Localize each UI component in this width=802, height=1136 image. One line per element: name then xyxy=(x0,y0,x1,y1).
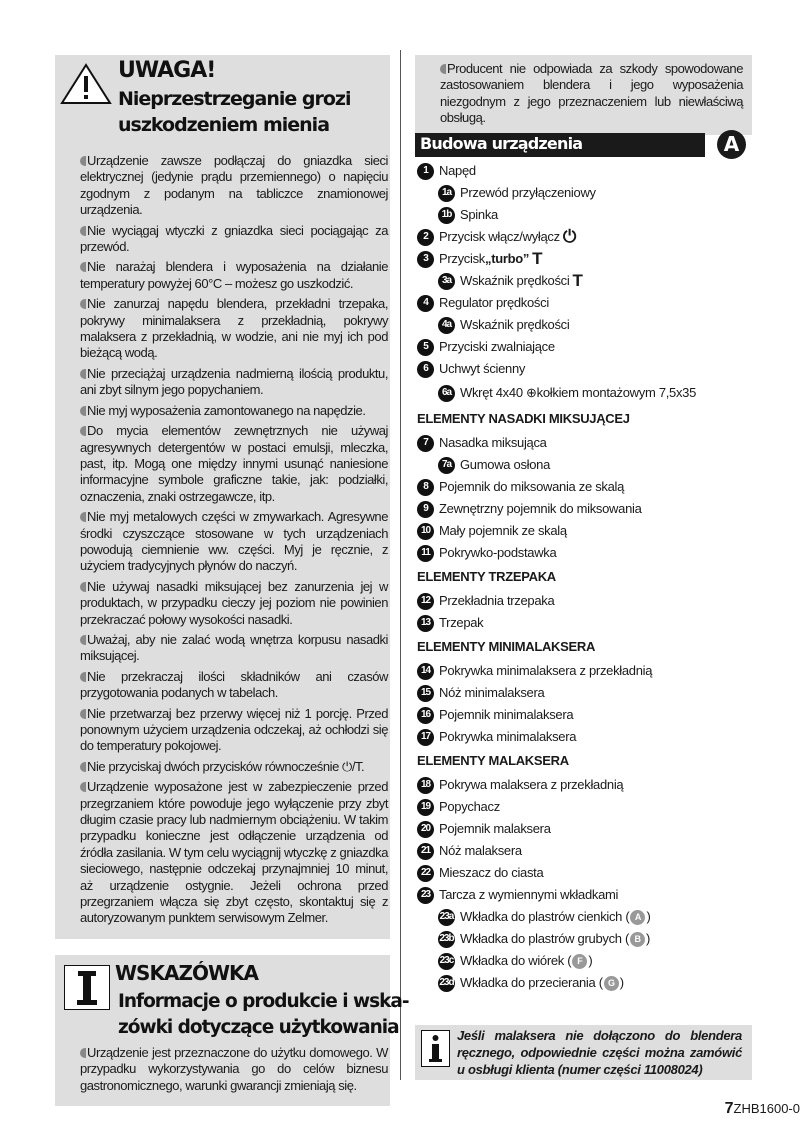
part-label: Nasadka miksująca xyxy=(439,435,547,450)
part-item xyxy=(417,380,757,406)
part-item xyxy=(417,182,757,204)
producer-note-text: Producent nie odpowiada za szkody spowodowane zastosowaniem blendera i jego wyposażenia niezgodnym z jego przeznaczeniem lub niewłaściwą obsługą. xyxy=(440,61,743,126)
part-number-badge: 23b xyxy=(438,931,455,948)
bullet-icon xyxy=(80,299,86,309)
part-label: Tarcza z wymiennymi wkładkami xyxy=(439,887,619,902)
part-item xyxy=(417,906,757,928)
part-number-badge: 16 xyxy=(417,707,434,724)
warning-box xyxy=(55,55,390,939)
warning-text: Nie przekraczaj ilości składników ani czasów przygotowania podanych w tabelach. xyxy=(80,668,388,701)
warning-list xyxy=(55,153,390,927)
hint-text xyxy=(55,1045,390,1094)
part-label: Przyciski zwalniające xyxy=(439,339,555,354)
part-label: Pokrywa malaksera z przekładnią xyxy=(439,777,624,792)
part-number-badge: 8 xyxy=(417,479,434,496)
parts-group-header xyxy=(417,748,757,774)
warning-item xyxy=(80,669,388,702)
turbo-icon: T xyxy=(532,249,543,268)
column-divider xyxy=(400,50,401,1080)
bullet-icon xyxy=(80,762,86,772)
part-item xyxy=(417,774,757,796)
hint-box xyxy=(55,955,409,1106)
part-label: Wskaźnik prędkości xyxy=(460,317,570,332)
bullet-icon xyxy=(80,782,86,792)
part-item xyxy=(417,270,757,292)
part-number-badge: 22 xyxy=(417,865,434,882)
warning-item xyxy=(80,366,388,399)
warning-label: UWAGA! xyxy=(118,58,216,83)
bullet-icon xyxy=(440,64,446,74)
part-item xyxy=(417,542,757,564)
power-icon: ⏻ xyxy=(562,227,576,246)
bullet-icon xyxy=(80,1048,86,1058)
part-item xyxy=(417,476,757,498)
part-number-badge: 21 xyxy=(417,843,434,860)
parts-group-header xyxy=(417,406,757,432)
part-label: Przekładnia trzepaka xyxy=(439,593,555,608)
paren: ) xyxy=(646,931,651,946)
part-number-badge: 23c xyxy=(438,953,455,970)
part-label: Spinka xyxy=(460,207,498,222)
warning-item xyxy=(80,259,388,292)
parts-group-header xyxy=(417,634,757,660)
part-label: Przewód przyłączeniowy xyxy=(460,185,596,200)
part-item xyxy=(417,432,757,454)
bullet-icon xyxy=(80,512,86,522)
part-number-badge: 3a xyxy=(438,273,455,290)
part-label: Pojemnik minimalaksera xyxy=(439,707,574,722)
warning-text: Uważaj, aby nie zalać wodą wnętrza korpusu nasadki miksującej. xyxy=(80,631,388,664)
part-item xyxy=(417,314,757,336)
part-item xyxy=(417,292,757,314)
part-label: Uchwyt ścienny xyxy=(439,361,526,376)
part-label: Pojemnik malaksera xyxy=(439,821,551,836)
part-number-badge: 4a xyxy=(438,317,455,334)
part-label: Przycisk xyxy=(439,251,485,266)
part-number-badge: 15 xyxy=(417,685,434,702)
parts-group-header xyxy=(417,564,757,590)
turbo-label: „turbo” xyxy=(485,251,530,266)
warning-text: Nie przyciskaj dwóch przycisków równocześnie ⏻/T. xyxy=(87,758,365,774)
part-label: Pokrywka minimalaksera z przekładnią xyxy=(439,663,653,678)
disc-insert-badge: B xyxy=(630,932,645,947)
part-item xyxy=(417,928,757,950)
warning-text: Nie używaj nasadki miksującej bez zanurzenia jej w produktach, w przypadku cieczy jej poziom nie powinien przekraczać połowy wysokości nasadki. xyxy=(80,578,388,627)
parts-list xyxy=(417,160,757,994)
warning-text: Nie myj wyposażenia zamontowanego na napędzie. xyxy=(87,402,366,418)
bullet-icon xyxy=(80,582,86,592)
warning-text: Nie myj metalowych części w zmywarkach. Agresywne środki czyszczące stosowane w tych urządzeniach powodują ciemnienie ww. części. Myj je ręcznie, z użyciem tradycyjnych płynów do naczyń. xyxy=(80,509,388,574)
part-item xyxy=(417,358,757,380)
warning-item xyxy=(80,153,388,219)
part-number-badge: 23a xyxy=(438,909,455,926)
part-number-badge: 14 xyxy=(417,663,434,680)
part-item xyxy=(417,498,757,520)
part-number-badge: 18 xyxy=(417,777,434,794)
part-item xyxy=(417,818,757,840)
warning-item xyxy=(80,632,388,665)
warning-text: Nie wyciągaj wtyczki z gniazdka sieci pociągając za przewód. xyxy=(80,222,388,255)
bullet-icon xyxy=(80,426,86,436)
bullet-icon xyxy=(80,226,86,236)
warning-item xyxy=(80,403,388,419)
warning-item xyxy=(80,509,388,575)
part-number-badge: 19 xyxy=(417,799,434,816)
part-number-badge: 17 xyxy=(417,729,434,746)
part-item xyxy=(417,682,757,704)
part-label: Wkładka do przecierania ( xyxy=(460,975,603,990)
part-item xyxy=(417,612,757,634)
part-number-badge: 6a xyxy=(438,385,455,402)
part-number-badge: 1b xyxy=(438,207,455,224)
part-number-badge: 23d xyxy=(438,975,455,992)
warning-text: Nie zanurzaj napędu blendera, przekładni trzepaka, pokrywy minimalaksera z przekładnią, pokrywy malaksera z przekładnią, w wodzie, ani nie myj ich pod bieżącą wodą. xyxy=(80,296,388,361)
group-title: ELEMENTY TRZEPAKA xyxy=(417,569,556,584)
part-item xyxy=(417,520,757,542)
part-number-badge: 9 xyxy=(417,501,434,518)
bullet-icon xyxy=(80,369,86,379)
part-item xyxy=(417,248,757,270)
bullet-icon xyxy=(80,709,86,719)
part-number-badge: 7a xyxy=(438,457,455,474)
part-item xyxy=(417,862,757,884)
warning-header xyxy=(55,55,390,153)
warning-item xyxy=(80,706,388,755)
warning-text: Do mycia elementów zewnętrznych nie używaj agresywnych detergentów w postaci emulsji, mleczka, past, itp. Mogą one między innymi usunąć naniesione informacyjne symbole graficzne takie, jak: podziałki, oznaczenia, znaki ostrzegawcze, itp. xyxy=(80,423,388,504)
part-label: Wkręt 4x40 ⊕kołkiem montażowym 7,5x35 xyxy=(460,385,697,400)
warning-item xyxy=(80,296,388,362)
warning-title-line1: Nieprzestrzeganie grozi xyxy=(118,88,351,110)
part-label: Zewnętrzny pojemnik do miksowania xyxy=(439,501,642,516)
warning-item xyxy=(80,223,388,256)
part-number-badge: 10 xyxy=(417,523,434,540)
part-number-badge: 2 xyxy=(417,229,434,246)
section-title: Budowa urządzenia xyxy=(420,134,583,153)
warning-title-line2: uszkodzeniem mienia xyxy=(118,114,330,136)
part-label: Pokrywko-podstawka xyxy=(439,545,557,560)
group-title: ELEMENTY NASADKI MIKSUJĄCEJ xyxy=(417,411,630,426)
page-number: 7 xyxy=(724,1100,734,1117)
hint-paragraph: Urządzenie jest przeznaczone do użytku domowego. W przypadku wykorzystywania go do celów biznesu gastronomicznego, warunki gwarancji zmieniają się. xyxy=(80,1044,388,1093)
warning-item xyxy=(80,759,388,775)
part-item xyxy=(417,950,757,972)
part-number-badge: 1a xyxy=(438,185,455,202)
part-item xyxy=(417,972,757,994)
section-header xyxy=(415,133,705,157)
part-label: Wkładka do plastrów cienkich ( xyxy=(460,909,630,924)
part-number-badge: 6 xyxy=(417,361,434,378)
section-badge: A xyxy=(717,130,746,159)
part-item xyxy=(417,204,757,226)
hint-title-line2: zówki dotyczące użytkowania xyxy=(118,1016,399,1038)
part-label: Mieszacz do ciasta xyxy=(439,865,544,880)
warning-text: Urządzenie zawsze podłączaj do gniazdka sieci elektrycznej (jedynie prądu przemiennego) o napięciu zgodnym z podanym na tabliczce znamionowej urządzenia. xyxy=(80,153,388,218)
warning-item xyxy=(80,423,388,505)
part-label: Mały pojemnik ze skalą xyxy=(439,523,567,538)
warning-text: Urządzenie wyposażone jest w zabezpieczenie przed przegrzaniem które powoduje jego wyłączenie przy zbyt długim czasie pracy lub nadmiernym obciążeniu. W takim przypadku konieczne jest odłączenie urządzenia od źródła zasilania. W tym celu wyciągnij wtyczkę z gniazdka sieciowego, następnie odczekaj przynajmniej 10 minut, aż urządzenie ostygnie. Jeżeli ochrona przed przegrzaniem włącza się zbyt często, skontaktuj się z autoryzowanym punktem serwisowym Zelmer. xyxy=(80,779,388,926)
warning-item xyxy=(80,779,388,927)
part-label: Wkładka do wiórek ( xyxy=(460,953,572,968)
warning-triangle-icon xyxy=(60,62,112,106)
part-number-badge: 1 xyxy=(417,163,434,180)
part-item xyxy=(417,884,757,906)
part-label: Wskaźnik prędkości xyxy=(460,273,570,288)
part-item xyxy=(417,336,757,358)
part-item xyxy=(417,796,757,818)
part-item xyxy=(417,454,757,476)
turbo-icon: T xyxy=(572,271,583,290)
part-label: Trzepak xyxy=(439,615,484,630)
part-number-badge: 13 xyxy=(417,615,434,632)
part-number-badge: 3 xyxy=(417,251,434,268)
part-label: Gumowa osłona xyxy=(460,457,551,472)
part-item xyxy=(417,590,757,612)
group-title: ELEMENTY MINIMALAKSERA xyxy=(417,639,596,654)
part-label: Nóż malaksera xyxy=(439,843,522,858)
part-number-badge: 12 xyxy=(417,593,434,610)
part-label: Popychacz xyxy=(439,799,500,814)
part-number-badge: 23 xyxy=(417,887,434,904)
part-number-badge: 11 xyxy=(417,545,434,562)
part-label: Pojemnik do miksowania ze skalą xyxy=(439,479,625,494)
disc-insert-badge: G xyxy=(604,976,619,991)
warning-item xyxy=(80,579,388,628)
model-code: ZHB1600-0 xyxy=(733,1101,800,1116)
paren: ) xyxy=(588,953,593,968)
left-column xyxy=(55,55,409,1106)
bullet-icon xyxy=(80,635,86,645)
part-item xyxy=(417,660,757,682)
part-label: Napęd xyxy=(439,163,476,178)
warning-text: Nie przetwarzaj bez przerwy więcej niż 1 porcję. Przed ponownym użyciem urządzenia odczekaj, aż ochłodzi się do temperatury pokojowej. xyxy=(80,705,388,754)
producer-note xyxy=(415,55,752,135)
part-label: Nóż minimalaksera xyxy=(439,685,545,700)
page-footer xyxy=(725,1100,800,1118)
paren: ) xyxy=(619,975,624,990)
bullet-icon xyxy=(80,262,86,272)
producer-note-box xyxy=(415,55,752,135)
part-number-badge: 7 xyxy=(417,435,434,452)
part-number-badge: 5 xyxy=(417,339,434,356)
info-i-icon xyxy=(421,1030,450,1067)
part-label: Regulator prędkości xyxy=(439,295,549,310)
part-label: Wkładka do plastrów grubych ( xyxy=(460,931,630,946)
hint-header xyxy=(55,955,409,1045)
part-item xyxy=(417,226,757,248)
disc-insert-badge: A xyxy=(630,910,645,925)
paren: ) xyxy=(646,909,651,924)
hint-title-line1: Informacje o produkcie i wska- xyxy=(118,990,409,1012)
warning-text: Nie przeciążaj urządzenia nadmierną ilością produktu, ani zbyt silnym jego popychaniem. xyxy=(80,365,388,398)
part-number-badge: 20 xyxy=(417,821,434,838)
part-label: Przycisk włącz/wyłącz xyxy=(439,229,560,244)
bullet-icon xyxy=(80,156,86,166)
bullet-icon xyxy=(80,406,86,416)
part-item xyxy=(417,704,757,726)
group-title: ELEMENTY MALAKSERA xyxy=(417,753,569,768)
info-i-icon xyxy=(64,965,110,1010)
warning-text: Nie narażaj blendera i wyposażenia na działanie temperatury powyżej 60°C – możesz go uszkodzić. xyxy=(80,259,388,291)
part-label: Pokrywka minimalaksera xyxy=(439,729,577,744)
part-item xyxy=(417,160,757,182)
info-note-text: Jeśli malaksera nie dołączono do blendera ręcznego, odpowiednie części można zamówić u osbługi klienta (numer części 11008024) xyxy=(457,1028,742,1077)
info-note-box xyxy=(415,1025,752,1080)
part-item xyxy=(417,726,757,748)
hint-label: WSKAZÓWKA xyxy=(115,960,258,985)
disc-insert-badge: F xyxy=(572,954,587,969)
part-item xyxy=(417,840,757,862)
bullet-icon xyxy=(80,672,86,682)
part-number-badge: 4 xyxy=(417,295,434,312)
